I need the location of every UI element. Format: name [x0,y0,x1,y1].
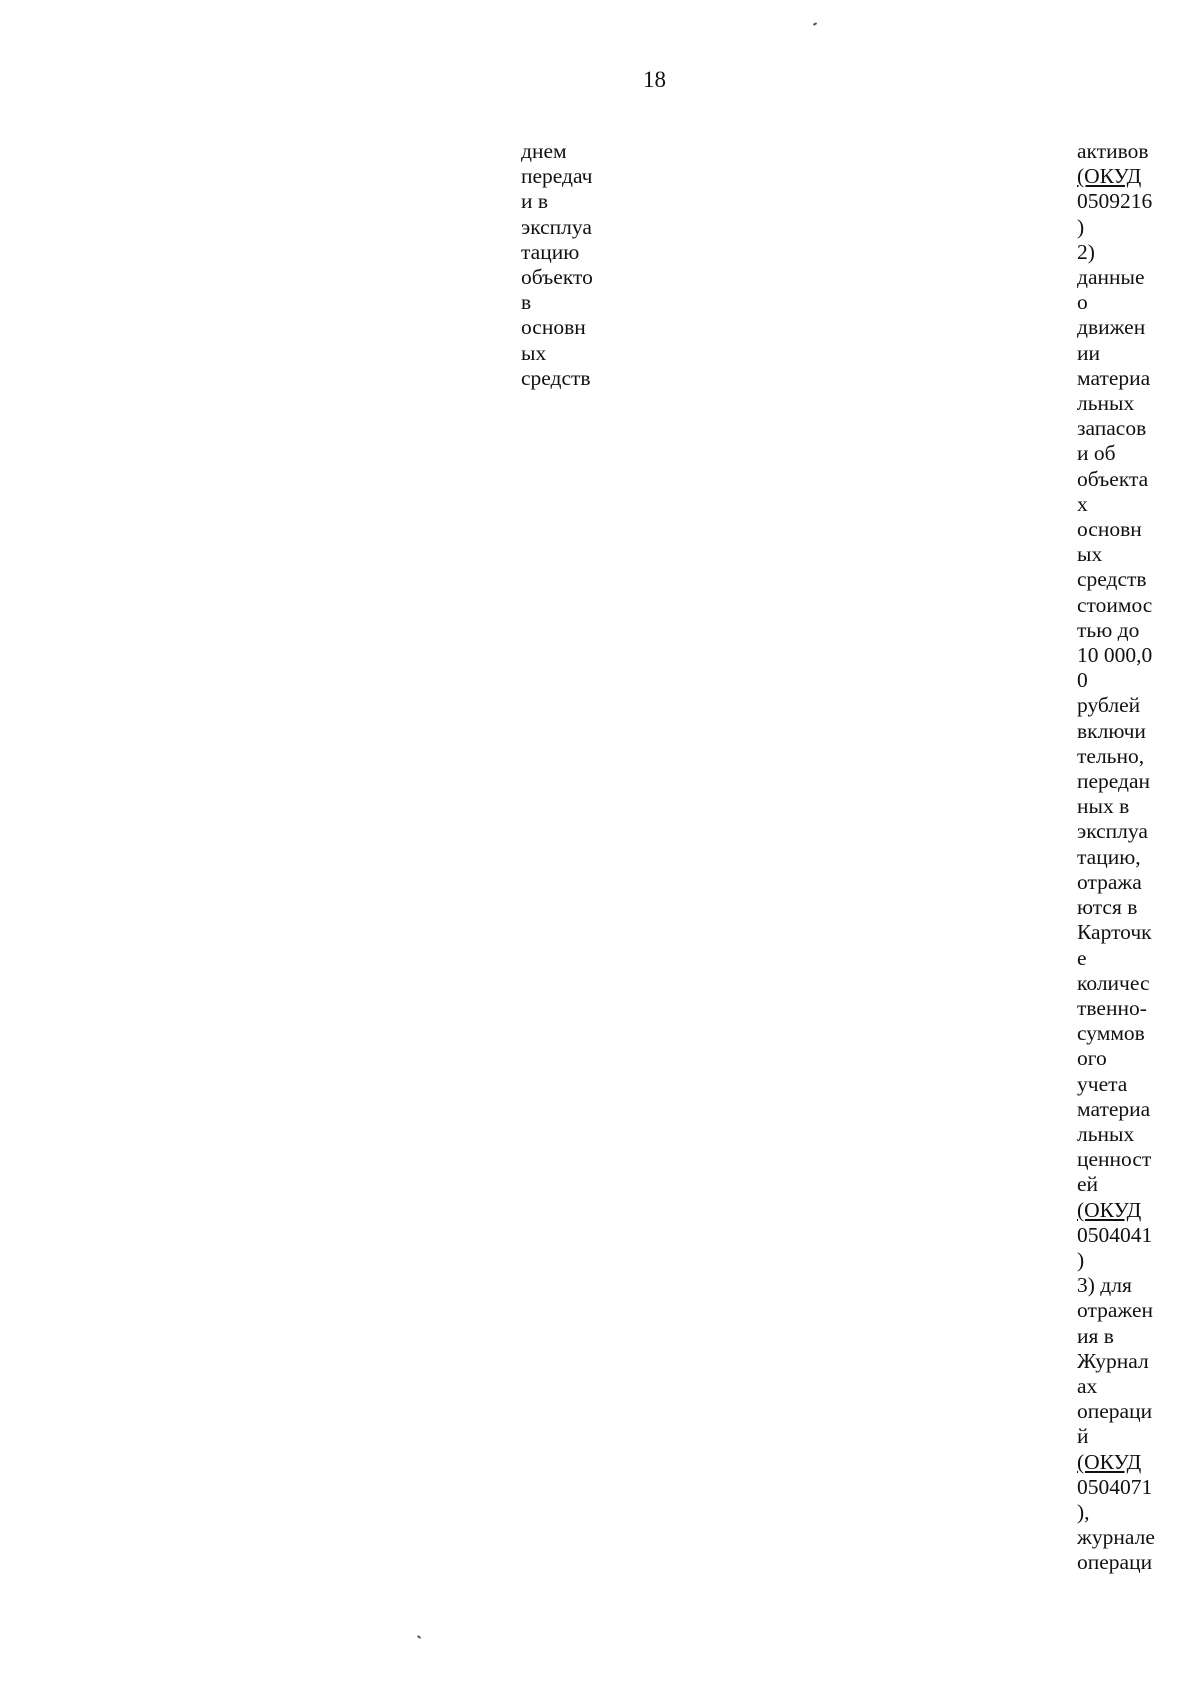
text-line: данные [1077,265,1145,290]
text-line: отража [1077,869,1142,894]
left-column-text [521,139,593,391]
text-line: объекто [521,265,593,290]
text-line: ых [521,340,547,365]
text-line: журнале [1077,1525,1155,1550]
text-line: Журнал [1077,1348,1149,1373]
text-line: ются в [1077,895,1138,920]
text-line: количес [1077,970,1150,995]
text-line: льных [1077,391,1135,416]
text-line: эксплуа [1077,819,1148,844]
text-line: запасов [1077,416,1147,441]
text-line: средств [1077,567,1147,592]
scan-speck-top [813,22,817,26]
text-line: 2) [1077,239,1095,264]
text-line: включи [1077,718,1146,743]
text-line: й [1077,1424,1089,1449]
text-line: ей [1077,1172,1099,1197]
text-line: 0504071 [1077,1474,1153,1499]
text-line: стоимос [1077,592,1153,617]
text-line: в [521,290,532,315]
right-column-text [1077,139,1155,1576]
text-line: отражен [1077,1298,1154,1323]
text-line: ах [1077,1373,1098,1398]
text-line: материа [1077,1096,1151,1121]
text-line: 0504041 [1077,1222,1153,1247]
text-line: рублей [1077,693,1141,718]
text-line: основн [1077,517,1142,542]
text-line: тью до [1077,617,1140,642]
text-line: льных [1077,1121,1135,1146]
text-line: ого [1077,1046,1107,1071]
text-line: ых [1077,542,1103,567]
text-line: средств [521,365,591,390]
text-line: 0 [1077,668,1088,693]
okud-reference: (ОКУД [1077,1197,1142,1222]
text-line: тельно, [1077,743,1145,768]
text-line: о [1077,290,1088,315]
scan-speck-bottom [417,1635,421,1639]
text-line: и в [521,189,549,214]
text-line: ) [1077,1247,1085,1272]
okud-reference: (ОКУД [1077,164,1142,189]
text-line: операци [1077,1399,1153,1424]
text-line: 0509216 [1077,189,1153,214]
text-line: ), [1077,1499,1090,1524]
text-line: эксплуа [521,214,592,239]
text-line: ия в [1077,1323,1114,1348]
text-line: основн [521,315,586,340]
text-line: передач [521,164,593,189]
text-line: ) [1077,214,1085,239]
text-line: ии [1077,340,1101,365]
page-number: 18 [643,67,666,92]
text-line: 3) для [1077,1273,1132,1298]
text-line: и об [1077,441,1116,466]
text-line: материа [1077,365,1151,390]
text-line: объекта [1077,466,1149,491]
text-line: суммов [1077,1021,1145,1046]
text-line: ных в [1077,794,1130,819]
text-line: движен [1077,315,1146,340]
text-line: передан [1077,769,1151,794]
text-line: е [1077,945,1087,970]
text-line: операци [1077,1550,1153,1575]
text-line: х [1077,491,1088,516]
text-line: активов [1077,139,1149,163]
text-line: учета [1077,1071,1128,1096]
text-line: тацию [521,239,580,264]
okud-reference: (ОКУД [1077,1449,1142,1474]
text-line: тацию, [1077,844,1141,869]
text-line: Карточк [1077,920,1152,945]
text-line: 10 000,0 [1077,643,1153,668]
text-line: твенно- [1077,995,1147,1020]
text-line: днем [521,139,567,163]
text-line: ценност [1077,1147,1152,1172]
